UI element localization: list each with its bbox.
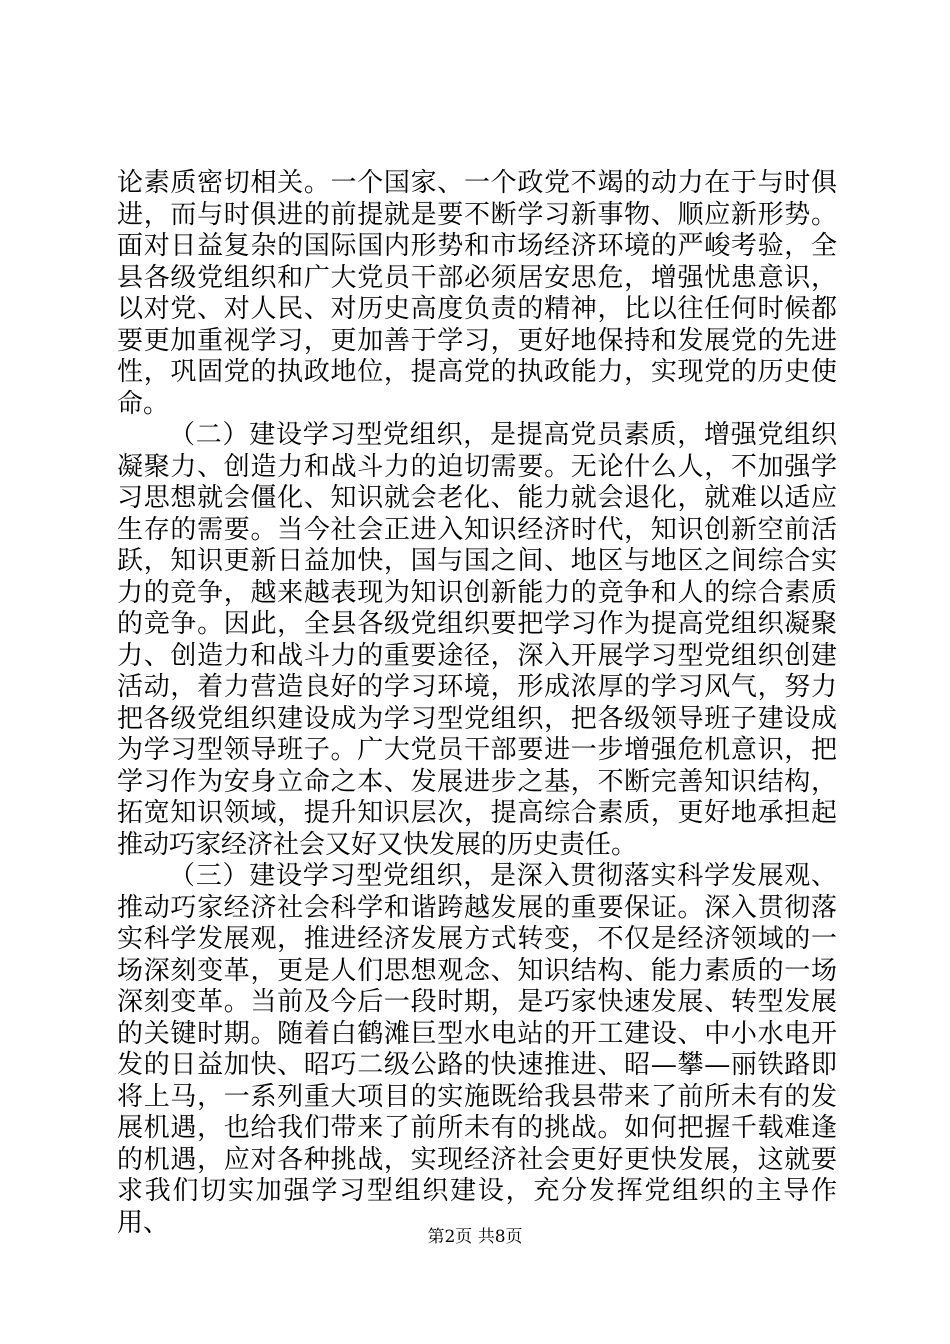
paragraph-continuation: 论素质密切相关。一个国家、一个政党不竭的动力在于与时俱进，而与时俱进的前提就是要不断学习新事物、顺应新形势。面对日益复杂的国际国内形势和市场经济环境的严峻考验，全县各级党组织和广大党员干部必须居安思危，增强忧患意识，以对党、对人民、对历史高度负责的精神，比以往任何时候都要更加重视学习，更加善于学习，更好地保持和发展党的先进性，巩固党的执政地位，提高党的执政能力，实现党的历史使命。 [117, 168, 837, 419]
paragraph-section-two: （二）建设学习型党组织，是提高党员素质，增强党组织凝聚力、创造力和战斗力的迫切需要。无论什么人，不加强学习思想就会僵化、知识就会老化、能力就会退化，就难以适应生存的需要。当今社会正进入知识经济时代，知识创新空前活跃，知识更新日益加快，国与国之间、地区与地区之间综合实力的竞争，越来越表现为知识创新能力的竞争和人的综合素质的竞争。因此，全县各级党组织要把学习作为提高党组织凝聚力、创造力和战斗力的重要途径，深入开展学习型党组织创建活动，着力营造良好的学习环境，形成浓厚的学习风气，努力把各级党组织建设成为学习型党组织，把各级领导班子建设成为学习型领导班子。广大党员干部要进一步增强危机意识，把学习作为安身立命之本、发展进步之基，不断完善知识结构，拓宽知识领域，提升知识层次，提高综合素质，更好地承担起推动巧家经济社会又好又快发展的历史责任。 [117, 420, 837, 860]
page-number-footer: 第2页 共8页 [427, 1227, 523, 1247]
paragraph-section-three: （三）建设学习型党组织，是深入贯彻落实科学发展观、推动巧家经济社会科学和谐跨越发展的重要保证。深入贯彻落实科学发展观，推进经济发展方式转变，不仅是经济领域的一场深刻变革，更是人们思想观念、知识结构、能力素质的一场深刻变革。当前及今后一段时期，是巧家快速发展、转型发展的关键时期。随着白鹤滩巨型水电站的开工建设、中小水电开发的日益加快、昭巧二级公路的快速推进、昭—攀—丽铁路即将上马，一系列重大项目的实施既给我县带来了前所未有的发展机遇，也给我们带来了前所未有的挑战。如何把握千载难逢的机遇，应对各种挑战，实现经济社会更好更快发展，这就要求我们切实加强学习型组织建设，充分发挥党组织的主导作用、 [117, 861, 837, 1238]
document-body [117, 168, 837, 1239]
